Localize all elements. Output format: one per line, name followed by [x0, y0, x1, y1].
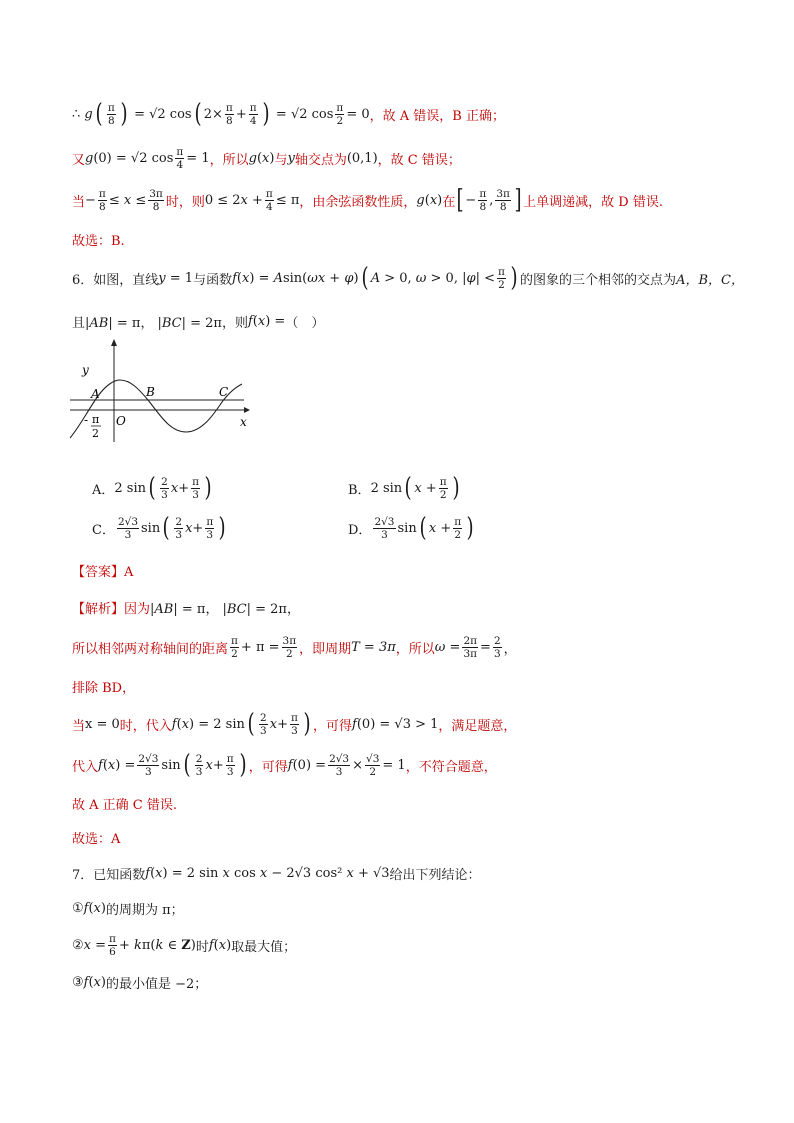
q7-c3-pre: ③: [72, 975, 84, 990]
graph-point-b: B: [146, 385, 155, 399]
q7-stem: 7．已知函数 f(x) = 2 sin x cos x − 2√3 cos² x + √3 给出下列结论：: [72, 866, 481, 883]
q6-stem-points: A，B，C，: [676, 272, 744, 288]
q7-conclusion-1: ① f(x) 的周期为 π；: [72, 901, 184, 918]
solution-line-4: [72, 230, 125, 249]
l2-mid3: 轴交点为: [294, 153, 347, 168]
l2-point: (0,1): [346, 151, 378, 166]
q6-stem-end: 的图象的三个相邻的交点为: [520, 272, 677, 288]
option-c[interactable]: C． $\frac{2√3}{3}$ sin ( $\frac{2}{3}$ x + $\frac{\pi}{3}$ ): [92, 513, 226, 543]
q6-stem-mid: 与函数: [193, 272, 233, 288]
q6-analysis-6: [72, 794, 177, 813]
analysis-1-pre: 因为: [124, 602, 151, 617]
q6-answer-text: 【答案】A: [72, 565, 134, 580]
graph-origin-label: O: [116, 414, 126, 428]
solution-line-1: ∴ g ( $\frac{\pi}{8}$ ) = √2 cos ( 2× $\frac{\pi}{8}$ + $\frac{\pi}{4}$ ) = √2 cos $\frac{\pi}{2}$ = 0 ，故 A 错误，B 正确；: [72, 99, 505, 129]
analysis-4-mid2: ，可得: [313, 718, 353, 734]
analysis-4-x0: x = 0: [85, 716, 120, 732]
analysis-tag: 【解析】: [72, 602, 125, 617]
solution-line-1-text: ，故 A 错误，B 正确；: [369, 108, 505, 124]
option-a[interactable]: A． 2 sin ( $\frac{2}{3}$ x + $\frac{\pi}{3}$ ): [92, 473, 212, 503]
q7-c1-end: 的周期为 π；: [105, 903, 184, 918]
graph-y-label: y: [82, 363, 89, 377]
q6-stem-1: 6．如图，直线 y = 1 与函数 f(x) = Asin(ωx + φ) ( A > 0, ω > 0, |φ| < $\frac{\pi}{2}$ ) 的图象的三个相邻的交点为 A，B，C，: [72, 263, 744, 293]
q6-answer: [72, 561, 133, 580]
option-b-label: B．: [348, 482, 371, 498]
graph-point-a: A: [91, 387, 100, 401]
l3-mid2: ，由余弦函数性质，: [299, 194, 417, 210]
q6-stem2-pre: 且: [72, 316, 86, 331]
analysis-3-text: 排除 BD，: [72, 681, 136, 696]
q7-conclusion-2: ② x = $\frac{\pi}{6}$ + kπ(k ∈ Z) 时 f(x) 取最大值；: [72, 933, 297, 958]
graph-pi-label: π: [92, 413, 100, 426]
q6-analysis-4: 当 x = 0 时，代入 f(x) = 2 sin ( $\frac{2}{3}$ x + $\frac{\pi}{3}$ ) ，可得 f(0) = √3 > 1 ，满足题意，: [72, 709, 517, 739]
y-axis-arrow-icon: [111, 339, 117, 346]
q7-stem-end: 给出下列结论：: [389, 868, 481, 883]
l3-mid3: 在: [442, 194, 456, 210]
analysis-5-mid: ，可得: [248, 759, 288, 775]
l3-mid: 时，则: [165, 194, 205, 210]
q7-c2-end2: 取最大值；: [231, 940, 297, 955]
solution-line-2: 又 g(0) = √2 cos $\frac{\pi}{4}$ = 1 ，所以 g(x) 与 y 轴交点为 (0,1) ，故 C 错误；: [72, 146, 461, 171]
option-c-label: C．: [92, 522, 115, 538]
graph-point-c: C: [219, 385, 229, 399]
q6-analysis-3: [72, 677, 135, 696]
analysis-2-period: T = 3π: [351, 640, 396, 655]
q7-stem-pre: 7．已知函数: [72, 868, 146, 883]
analysis-5-pre: 代入: [72, 759, 99, 775]
analysis-4-mid: 时，代入: [119, 718, 172, 734]
sine-graph-figure: [64, 334, 254, 444]
q6-analysis-1: 【解析】 因为 |AB| = π， |BC| = 2π，: [72, 598, 300, 617]
analysis-6-text: 故 A 正确 C 错误.: [72, 798, 177, 813]
solution-line-3: 当 − $\frac{\pi}{8}$ ≤ x ≤ $\frac{3\pi}{8}$ 时，则 0 ≤ 2x + $\frac{\pi}{4}$ ≤ π ，由余弦函数性质， g(x) 在 [ − $\frac{\pi}{8}$ , $\frac{3\pi}{8}$ ] 上单调递减，故 D 错误.: [72, 185, 663, 215]
q7-c2-end: 时: [195, 940, 209, 955]
q6-analysis-2: 所以相邻两对称轴间的距离 $\frac{\pi}{2}$ + π = $\frac{3\pi}{2}$ ，即周期 T = 3π ，所以 ω = $\frac{2\pi}{3\pi}$ = $\frac{2}{3}$ ，: [72, 635, 517, 660]
analysis-5-end: ，不符合题意，: [405, 759, 497, 775]
q6-stem-2: 且 |AB| = π， |BC| = 2π ，则 f(x) = （ ）: [72, 314, 325, 331]
l4-text: 故选：B.: [72, 234, 125, 249]
analysis-7-text: 故选：A: [72, 832, 121, 847]
option-b[interactable]: B． 2 sin ( x + $\frac{\pi}{2}$ ): [348, 473, 460, 503]
analysis-2-pre: 所以相邻两对称轴间的距离: [72, 642, 229, 657]
x-axis-arrow-icon: [244, 407, 250, 413]
q6-stem-pre: 6．如图，直线: [72, 272, 159, 288]
analysis-2-mid2: ，所以: [395, 642, 435, 657]
q7-c2-pre: ②: [72, 938, 84, 953]
q6-analysis-7: [72, 828, 120, 847]
l2-y: y: [287, 151, 295, 166]
q6-stem2-q: （ ）: [285, 316, 325, 331]
l2-mid2: 与: [274, 153, 288, 168]
option-a-label: A．: [92, 482, 115, 498]
analysis-2-mid: ，即周期: [299, 642, 352, 657]
q7-c1-pre: ①: [72, 901, 84, 916]
graph-two-label: 2: [92, 427, 99, 440]
l2-mid: ，所以: [209, 153, 249, 168]
analysis-4-end: ，满足题意，: [438, 718, 517, 734]
analysis-4-pre: 当: [72, 718, 86, 734]
option-d[interactable]: D． $\frac{2√3}{3}$ sin ( x + $\frac{\pi}{2}$ ): [348, 513, 474, 543]
l3-pre: 当: [72, 194, 86, 210]
l3-end: 上单调递减，故 D 错误.: [523, 194, 663, 210]
q7-conclusion-3: ③ f(x) 的最小值是 −2；: [72, 975, 208, 992]
l2-pre: 又: [72, 153, 86, 168]
q6-analysis-5: 代入 f(x) = $\frac{2√3}{3}$ sin ( $\frac{2}{3}$ x + $\frac{\pi}{3}$ ) ，可得 f(0) = $\frac{2√3}{3}$ × $\frac{√3}{2}$ = 1 ，不符合题意，: [72, 750, 497, 780]
q7-c3-end: 的最小值是 −2；: [105, 977, 208, 992]
graph-neg-sign: -: [84, 413, 89, 427]
l2-end: ，故 C 错误；: [377, 153, 461, 168]
graph-x-label: x: [240, 415, 247, 429]
q6-stem2-end: ，则: [221, 316, 248, 331]
option-d-label: D．: [348, 522, 372, 538]
